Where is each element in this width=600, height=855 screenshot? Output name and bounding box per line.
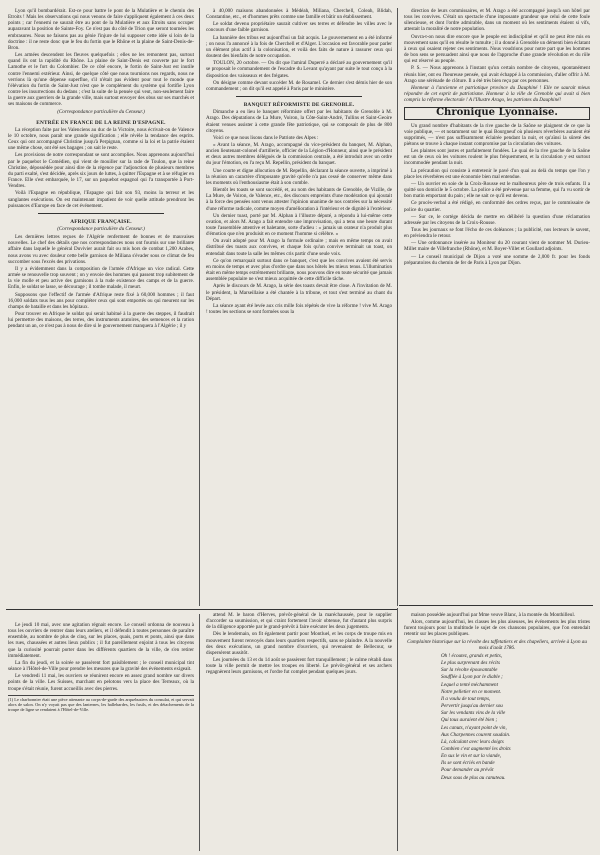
verse-line: Deux sous de plus au canuteau. <box>441 774 506 781</box>
article-paragraph: Dimanche a eu lieu le banquet réformiste offert par les habitants de Grenoble à M. Arago. Des députations de La Mure, Voiron, la Côte-Saint-André, Tullins et Saint-Geoire étaient venues assister à cette grande fête patriotique, qui se composait de plus de 800 citoyens. <box>206 109 392 134</box>
article-paragraph: « Avant la séance, M. Arago, accompagné du vice-président du banquet, M. Alphan, ancien lieutenant-colonel d'artillerie, officier de la Légion-d'Honneur, ainsi que le président et deux autres membres délégués de la commission centrale, a été introduit avec un ordre du jour l'émotion, en l'a reçu M. Repellin, président du banquet. <box>206 141 392 167</box>
column-divider <box>199 8 200 606</box>
article-paragraph: Ouvra-t-on nous dire encore que le peuple est indiscipliné et qu'il ne peut être mis en mouvement sans qu'il en résulte le tumulte ; il a donné à Grenoble un démenti bien éclatant à ceux qui osaient rejeter ces sentiments. Nous voudrions pour notre part que les hommes de bon sens se persuadent ainsi que nous de l'approche d'une grande révolution et du rôle qui est réservé au peuple. <box>404 33 590 65</box>
feuilleton-paragraph: Alors, comme aujourd'hui, les classes les plus aiseuses, les événements les plus tristes furent toujours pour la multitude le sujet de ces chansons populaires, que l'on entendait retentir sur les places publiques. <box>404 619 590 638</box>
section-heading: BANQUET RÉFORMISTE DE GRENOBLE. <box>243 102 355 109</box>
article-paragraph: Honneur à l'ancienne et patriotique province du Dauphiné ! Elle ne saurait mieux répondre de cet esprit de patriotisme. Honneur à la ville de Grenoble qui avait si bien compris la réforme électorale ! A l'Illustre Arago, les patriotes du Dauphiné! <box>404 84 590 104</box>
verse-line: Pervertir jusqu'au dernier sou <box>441 703 503 710</box>
article-paragraph: Tous les journaux se font l'écho de ces doléances ; la publicité, nos lecteurs le savent, en préviendra le retour. <box>404 227 590 240</box>
article-paragraph: Ce procès-verbal a été rédigé, en conformité des ordres reçus, par le commissaire de police du quartier. <box>404 200 590 213</box>
article-paragraph: Les provisions de notre correspondant se sont accomplies. Nous apprenons aujourd'hui par le paquebot le Comédien, qui vient de mouiller sur la rade de Toulon, que la reine Christine, dépossédée pour ainsi dire de la régence par l'adjonction de plusieurs membres du parti exalté, s'est décidée, après six jours de luttes, à quitter l'Espagne et à se réfugier en France. Elle s'est embarquée, le 17, sur un paquebot espagnol qui l'a transportée à Port-Vendres. <box>8 152 194 190</box>
article-paragraph: La bannière des tribus est aujourd'hui un fait acquis. Le gouvernement en a été informé ; on nous l'a annoncé à la fois de Cherchell et d'Alger. L'occasion est favorable pour parler un élément plus actif à la colonisation, et voilà des faits de nature à rassurer ceux qui doutent des bienfaits de notre occupation. <box>206 34 392 60</box>
article-paragraph: — Le conseil municipal de Dijon a voté une somme de 2,000 fr. pour les fonds préparatoires du chemin de fer de Paris à Lyon par Dijon. <box>404 253 590 266</box>
section-rule <box>38 213 164 214</box>
feuilleton-column-1 <box>8 622 194 850</box>
feuilleton-paragraph: Les journées du 13 et du 14 août se passèrent fort tranquillement ; le calme rétabli dans toute la ville permit de mettre les troupes en liberté. Le prévôt-général et ses archers regagnèrent leurs garnisons, et l'ordre fut complet pendant quelques jours. <box>206 657 392 676</box>
complainte-verse <box>404 653 590 781</box>
verse-line: Aux Charpennes courent soudain. <box>441 731 511 738</box>
article-paragraph: La séance ayant été levée aux cris mille fois répétés de vive la réforme ! vive M. Arago ! toutes les sections se sont formées sous la <box>206 302 392 316</box>
column-1 <box>8 8 194 608</box>
article-paragraph: Voici ce que nous lisons dans le Patriote des Alpes : <box>213 134 319 141</box>
article-paragraph: Un grand nombre d'habitants de la rive gauche de la Saône se plaignent de ce que la voie publique, — et notamment sur le quai Bourgneuf où plusieurs réverbères auraient été supprimés, — n'est pas suffisamment éclairée pendant la nuit, et qu'aïnsi la sûreté des piétons se trouve à chaque instant compromise par la circulation des voitures. <box>404 122 590 147</box>
article-paragraph: Un dernier toast, porté par M. Alphan à l'illustre député, a répondu à lui-même cette ovation, et alors M. Arago a fait entendre une improvisation, qui a tenu une heure durant toute l'assemblée attentive et haletante, sorte d'adieu : « jamais un orateur n'a produit plus d'émotion que n'en produisit en ce moment l'homme si célèbre. » <box>206 212 392 238</box>
column-divider <box>397 8 398 606</box>
article-paragraph: La précaution qui consiste à entretenir le pavé d'un quai au delà du temps que l'on y place les réverbères est une économie bien mal entendue. <box>404 167 590 180</box>
verse-line: Qui tous auraient été bien ; <box>441 717 498 724</box>
feuilleton-paragraph: Le vendredi 11 mai, les ouvriers se réunirent encore en assez grand nombre sur divers points de la ville. Les Suisses, marchant en pelotons vers la place des Terreaux, où la troupe s'était réunie, furent accueillis avec des pierres. <box>8 673 194 692</box>
verse-line: Soufflée à Lyon par le diable ; <box>441 674 503 681</box>
feuilleton-column-2 <box>206 612 392 850</box>
article-paragraph: Lyon qu'il bombardérait. Est-ce pour battre le pont de la Mulatière et le chemin des Etroits ! Mais les observations qui nous venons de faire s'appliquent également à ces deux points ; car l'ennemi ne saurait être au pont de la Mulatière et aux Etroits sans occuper auparavant la position de Sainte-Foy. Ce n'est pas du côté de Trion que seront tournées les embrasures. Nous ne faisons pas au génie l'injure de lui supposer cette idée si loin de la doctrine : il ne reste donc que le feu du fortin que le Rhône et la plaine de Saint-Denis-de-Bron. <box>8 8 194 51</box>
section-heading: ENTRÉE EN FRANCE DE LA REINE D'ESPAGNE. <box>36 119 166 126</box>
column-divider <box>199 614 200 851</box>
verse-line: Ils se sont écriés en bande <box>441 760 495 767</box>
feuilleton-divider <box>6 609 397 610</box>
column-divider <box>397 608 398 851</box>
article-paragraph: Une courte et digne allocution de M. Repellin, déclarant la séance ouverte, a imprimé à la réunion un caractère d'imposante gravité qu'elle n'a pas cessé de conserver même dans les moments où l'enthousiasme était à son comble. <box>206 167 392 186</box>
section-rule <box>236 96 362 97</box>
verse-line: Pour demander au prévôt <box>441 767 494 774</box>
column-3 <box>404 8 590 608</box>
article-paragraph: direction de leurs commissaires, et M. Arago a été accompagné jusqu'à son hôtel par tous les convives. C'était un spectacle d'une imposante grandeur que celui de cette foule silencieuse, et dont l'ordre admirable, dans un moment où les sentiments étaient si vifs, attestait la moralité de notre population. <box>404 8 590 33</box>
feuilleton-column-3 <box>404 612 590 850</box>
verse-line: Lequel a tenté méchamment <box>441 681 499 688</box>
feuilleton-paragraph: Dès le lendemain, on fit également partir pour Montluel, et les corps de troupe mis en mouvement furent renvoyés dans leurs quartiers respectifs, sans se plaindre. A la nouvelle des deux exécutions, un grand nombre d'ouvriers, qui revenaient de Bellecour, se dispersèrent aussitôt. <box>206 631 392 656</box>
article-paragraph: à 40,000 maisons abandonnées à Médéah, Miliana, Cherchell, Coleah, Blidah, Constantine, etc., et d'hommes prêts comme une famille et bâtir un établissement. <box>206 8 392 21</box>
article-paragraph: Bientôt les toasts se sont succédé, et, au nom des habitants de Grenoble, de Vizille, de La Mure, de Voiron, de Valence, etc., des discours empreints d'une modération qui ajoutait à la force des pensées sont venus attester l'opinion unanime de nos contrées sur la nécessité d'une réforme radicale, comme moyen d'amélioration à l'intérieur et de dignité à l'extérieur. <box>206 187 392 212</box>
article-paragraph: Supposons que l'effectif de l'armée d'Afrique reste fixé à 60,000 hommes ; il faut 16,000 soldats tous les ans pour compléter ceux qui sont emportés ou qui meurent sur les champs de bataille et dans les hôpitaux. <box>8 291 194 310</box>
article-paragraph: Après le discours de M. Arago, la série des toasts devait être close. A l'invitation de M. le président, la Marseillaise a été chantée à la tribune, et tout s'est terminé au chant du Départ. <box>206 283 392 302</box>
article-paragraph: On avait adopté pour M. Arago la formule ordinaire ; mais en même temps on avait distribué des toasts aux convives, et chaque fois qu'un convive terminait un toast, on entendait dans toute la salle les mêmes cris partir d'une seule voix. <box>206 238 392 257</box>
verse-line: Là, calculant avec leurs doigts <box>441 738 504 745</box>
article-paragraph: — Une ordonnance insérée au Moniteur du 20 courant vient de nommer M. Durieu-Millet maire de Villefranche (Rhône), et M. Boyer-Villet et Goullard adjoints. <box>404 240 590 253</box>
feuilleton-paragraph: La fin du jeudi, et la soirée se passèrent fort paisiblement ; le conseil municipal tint séance à l'Hôtel-de-Ville pour prendre les mesures que la gravité des événements exigeait. <box>8 659 194 673</box>
verse-line: Les canuts, n'ayant point de vin, <box>441 724 507 731</box>
complainte-title: Complainte historique sur la révolte des taffetatiers et des chapeliers, arrivée à Lyon au mois d'août 1786. <box>407 638 587 651</box>
article-paragraph: TOULON, 20 octobre. — On dit que l'amiral Duperré a déclaré au gouvernement qu'il se proposait le commandement de l'escadre du Levant qu'ayant par suite le tout conçu à la disposition des vaisseaux et des frégates. <box>206 60 392 79</box>
feuilleton-paragraph: maison possédée aujourd'hui par Mme veuve Blanc, à la montée du Monthilleul. <box>411 612 576 618</box>
section-source: (Correspondance particulière du Censeur.) <box>57 226 145 232</box>
verse-line: Combien c'est augmenté les droits <box>441 745 511 752</box>
article-paragraph: Le soldat devenu propriétaire saurait cultiver ses terres et défendre les villes avec le concours d'une faible garnison. <box>206 21 392 34</box>
verse-line: Le plus surprenant des récits <box>441 660 500 667</box>
feuilleton-paragraph: attend M. le baron d'Herves, prévôt-général de la maréchaussée, pour le supplier d'accorder sa soumission, et qui craint fortement l'avoir obtenue, fut d'autant plus surpris de la diligence apportée par le grand-prévôt à faire exécuter les deux jugements. <box>206 612 392 631</box>
verse-line: En sus le vin et sur la viande, <box>441 753 501 760</box>
article-paragraph: Les dernières lettres reçues de l'Algérie renferment de bonnes et de mauvaises nouvelles. Le chef des détails que nos correspondances nous ont fournis sur une brillante affaire dans laquelle le général Duvivier aurait fait ou mis hors de combat 1,200 Arabes, nous avons vu avec douleur cette belle garnison de Miliana s'évader sous ce climat de feu succomber sous l'excès des privations. <box>8 234 194 265</box>
verse-line: Sur la révolte épouvantable <box>441 667 498 674</box>
feuilleton-paragraph: Le jeudi 10 mai, avec une agitation régnait encore. Le conseil ordonna de nouveau à tous les ouvriers de rentrer dans leurs ateliers, et il défendit à toutes personnes de paraître ensemble, au nombre de plus de cinq, sur les places, quais, ports et ponts, ainsi que dans les rues, chaussées et autres lieux publics ; il fut pareillement enjoint à tous les citoyens que la curiosité pourrait porter dans les différents quartiers de la ville, de s'en retirer immédiatement. <box>8 622 194 659</box>
article-paragraph: P. S. — Nous apprenons à l'instant qu'un certain nombre de citoyens, spontanément réunis hier, ont eu l'heureuse pensée, qui avait échappé à la commission, d'aller offrir à M. Arago une sérénade de clôture. Il a été très bien reçu par ces personnes. <box>404 65 590 84</box>
chronique-heading: Chronique Lyonnaise. <box>404 107 590 119</box>
article-paragraph: On désigne comme devant succéder M. de Rosamel. Ce dernier s'est démis hier de son commandement ; on dit qu'il est appelé à Paris par le ministère. <box>206 79 392 92</box>
article-paragraph: — Sur ce, le cortège décida de mettre en délibéré la question d'une réclamation adressée par les citoyens de la Croix-Rousse. <box>404 213 590 226</box>
column-2 <box>206 8 392 598</box>
article-paragraph: Les plaintes sont justes et parfaitement fondées. Le quai de la rive gauche de la Saône est un de ceux où les voitures roulent le plus fréquemment, et la circulation y est surtout incommodée pendant la nuit. <box>404 148 590 167</box>
article-paragraph: Voilà l'Espagne en république, l'Espagne qui fait son 93, moins la terreur et les sanglantes exécutions. On est maintenant impatient de voir quelle attitude prendront les puissances d'Europe en face de cet événement. <box>8 190 194 209</box>
section-heading: AFRIQUE FRANÇAISE. <box>70 218 132 225</box>
article-paragraph: Ce qu'on remarquait surtout dans ce banquet, c'est que les convives avaient été servis en moins de temps et avec plus d'ordre que dans nos hôtels les mieux tenus. L'illumination était en même temps extrêmement brillante, nous pouvons dire en toute sécurité que jamais assemblée populaire ne s'est mieux acquittée de cette difficile tâche. <box>206 257 392 283</box>
verse-line: Sur les vendants vins de la ville <box>441 710 506 717</box>
article-paragraph: Il y a évidemment dans la composition de l'armée d'Afrique un vice radical. Cette armée se renouvelle trop souvent ; on y envoie des hommes qui passent trop subitement de la vie molle et peu active des garnisons à la rude existence des camps et de la guerre. Enfin, le soldat se lasse, se décourage ; il tombe malade, il meurt. <box>8 265 194 291</box>
footnote: (1) Le charbonnier était une pièce attenante au corps-de-garde des arquebusiers du consulat, et qui servait alors de salon. On n'y voyait pas que des lanternes, les hallebardes, les fusils, et des détachements de la troupe de ligne se rendaient à l'Hôtel-de-Ville. <box>8 696 194 713</box>
article-paragraph: La réception faite par les Valenciens au duc de la Victoire, nous écrivait-on de Valence le 10 octobre, nous paraît une grande signification ; elle révèle la tendance des esprits. Ceux qui ont accompagné Christine jusqu'à Perpignan, comme si la loi et la patrie étaient une même chose, ont été ses bagages ; on sait le reste. <box>8 126 194 152</box>
article-paragraph: Pour trouver en Afrique le soldat qui serait habitué à la guerre des steppes, il faudrait lui permettre des maisons, des terres, des instruments aratoires, des semences et la ration pendant un an, ce n'est pas à nous de dire si le gouvernement manquera à l'Algérie ; il y <box>8 311 194 330</box>
verse-line: Il a voulu de tout temps, <box>441 695 491 702</box>
verse-line: Notre pelletier en ce moment. <box>441 688 502 695</box>
verse-line: Oh ! écoutez, grands et petits, <box>441 652 502 659</box>
article-paragraph: — Un ouvrier en soie de la Croix-Rousse est le malheureux père de trois enfants. Il a quitté son domicile le 5 octobre. La police a été prévenue par sa femme, qui l'a vu sortir de bon matin emportant du pain ; elle ne sait ce qu'il est devenu. <box>404 180 590 200</box>
section-source: (Correspondance particulière du Censeur.) <box>57 108 145 115</box>
article-paragraph: Les armées descendent les fleuves quelquefois ; elles ne les remontent pas, surtout quand ils ont la rapidité du Rhône. La plaine de Saint-Denis est couverte par le fort Lamothe et le fort du Colombier. De ce côté encore, le fortin de Saint-Just est inutile contre l'ennemi extérieur. Ainsi, de quelque côté que nous tournions nos regards, nous ne verrions là qu'une dépense superflue, s'il n'était pas évident pour tout le monde que l'élévation du fortin de Saint-Just n'est que le complément du système qui fortifie Lyon contre les insurrections du dedans ; c'est la suite de la pensée qui veut, non-seulement faire la guerre aux guerriers de la grande ville, mais surtout envoyer des obus sur ses marchés et ses maisons de commerce. <box>8 52 194 108</box>
